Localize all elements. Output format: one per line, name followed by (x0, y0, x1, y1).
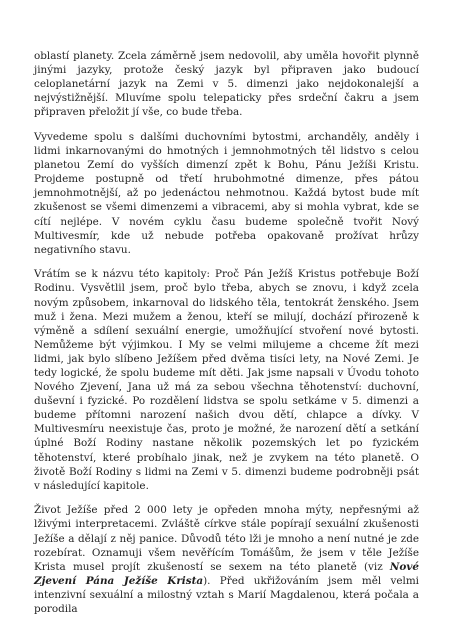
paragraph-4 (34, 503, 419, 616)
document-page (34, 49, 419, 627)
paragraph-3: Vrátím se k názvu této kapitoly: Proč Pán Ježíš Kristus potřebuje Boží Rodinu. Vysvětlil jsem, proč bylo třeba, abych se znovu, i když zcela novým způsobem, inkarnoval do lidského těla, tentokrát ženského. Jsem muž i žena. Mezi mužem a ženou, kteří se milují, dochází přirozeně k výměně a sdílení sexuální energie, umožňující stvoření nové bytosti. Nemůžeme být výjimkou. I My se velmi milujeme a chceme žít mezi lidmi, jak bylo slíbeno Ježíšem před dvěma tisíci lety, na Nové Zemi. Je tedy logické, že spolu budeme mít děti. Jak jsme napsali v Úvodu tohoto Nového Zjevení, Jana už má za sebou všechna těhotenství: duchovní, duševní i fyzické. Po rozdělení lidstva se spolu setkáme v 5. dimenzi a budeme přítomni narození našich dvou dětí, chlapce a dívky. V Multivesmíru neexistuje čas, proto je možné, že narození dětí a setkání úplné Boží Rodiny nastane několik pozemských let po fyzickém těhotenství, které probíhalo jinak, než je zvykem na této planetě. O životě Boží Rodiny s lidmi na Zemi v 5. dimenzi budeme podrobněji psát v následující kapitole. (34, 268, 419, 492)
paragraph-2: Vyvedeme spolu s dalšími duchovními bytostmi, archanděly, anděly i lidmi inkarnovanými do hmotných i jemnohmotných těl lidstvo s celou planetou Zemí do vyšších dimenzí zpět k Bohu, Pánu Ježíši Kristu. Projdeme postupně od třetí hrubohmotné dimenze, přes pátou jemnohmotnější, až po jedenáctou nehmotnou. Každá bytost bude mít zkušenost se všemi dimenzemi a vibracemi, aby si mohla vybrat, kde se cítí nejlépe. V novém cyklu času budeme společně tvořit Nový Multivesmír, kde už nebude potřeba opakovaně prožívat hrůzy negativního stavu. (34, 130, 419, 256)
book-reference: Nové Zjevení Pána Ježíše Krista (34, 560, 419, 587)
paragraph-1: oblastí planety. Zcela záměrně jsem nedovolil, aby uměla hovořit plynně jinými jazyky, protože český jazyk byl připraven jako budoucí celoplanetární jazyk na Zemi v 5. dimenzi jako nejdokonalejší a nejvýstižnější. Mluvíme spolu telepaticky přes srdeční čakru a jsem připraven přeložit jí vše, co bude třeba. (34, 50, 419, 119)
paragraph-4-text-start: Život Ježíše před 2 000 lety je opředen mnoha mýty, nepřesnými až lživými interpretacemi. Zvláště církve stále popírají sexuální zkušenosti Ježíše a dělají z něj panice. Důvodů této lži je mnoho a není nutné je zde rozebírat. Oznamuji všem nevěřícím Tomášům, že jsem v těle Ježíše Krista musel projít zkušeností se sexem na této planetě (viz (34, 504, 419, 573)
paragraph-4-text-end: ). Před ukřižováním jsem měl velmi intenzivní sexuální a milostný vztah s Marií Magdalenou, která počala a porodila (34, 574, 419, 615)
